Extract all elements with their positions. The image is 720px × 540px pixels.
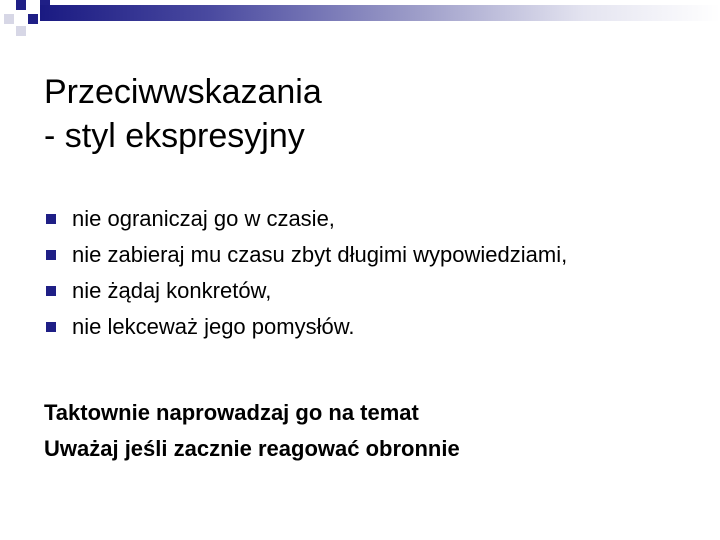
list-item [44,237,567,273]
decor-square-light-1 [4,14,14,24]
list-item [44,201,567,237]
square-bullet-icon [46,214,56,224]
note-line-1: Taktownie naprowadzaj go na temat [44,400,419,425]
decor-square-dark-1 [16,0,26,10]
slide-title-line-2: - styl ekspresyjny [44,117,305,155]
list-item [44,273,567,309]
slide-title-line-1: Przeciwwskazania [44,73,322,111]
square-bullet-icon [46,250,56,260]
notes-block [44,395,460,467]
note-line-2: Uważaj jeśli zacznie reagować obronnie [44,436,460,461]
slide-title [44,70,684,158]
decor-square-dark-2 [28,14,38,24]
bullet-text: nie żądaj konkretów, [72,278,272,303]
bullet-text: nie ograniczaj go w czasie, [72,206,335,231]
header-gradient-band [40,5,720,21]
list-item [44,309,567,345]
bullet-text: nie zabieraj mu czasu zbyt długimi wypowiedziami, [72,242,568,267]
bullet-list [44,201,567,345]
bullet-text: nie lekceważ jego pomysłów. [72,314,355,339]
square-bullet-icon [46,322,56,332]
square-bullet-icon [46,286,56,296]
decor-square-light-2 [16,26,26,36]
